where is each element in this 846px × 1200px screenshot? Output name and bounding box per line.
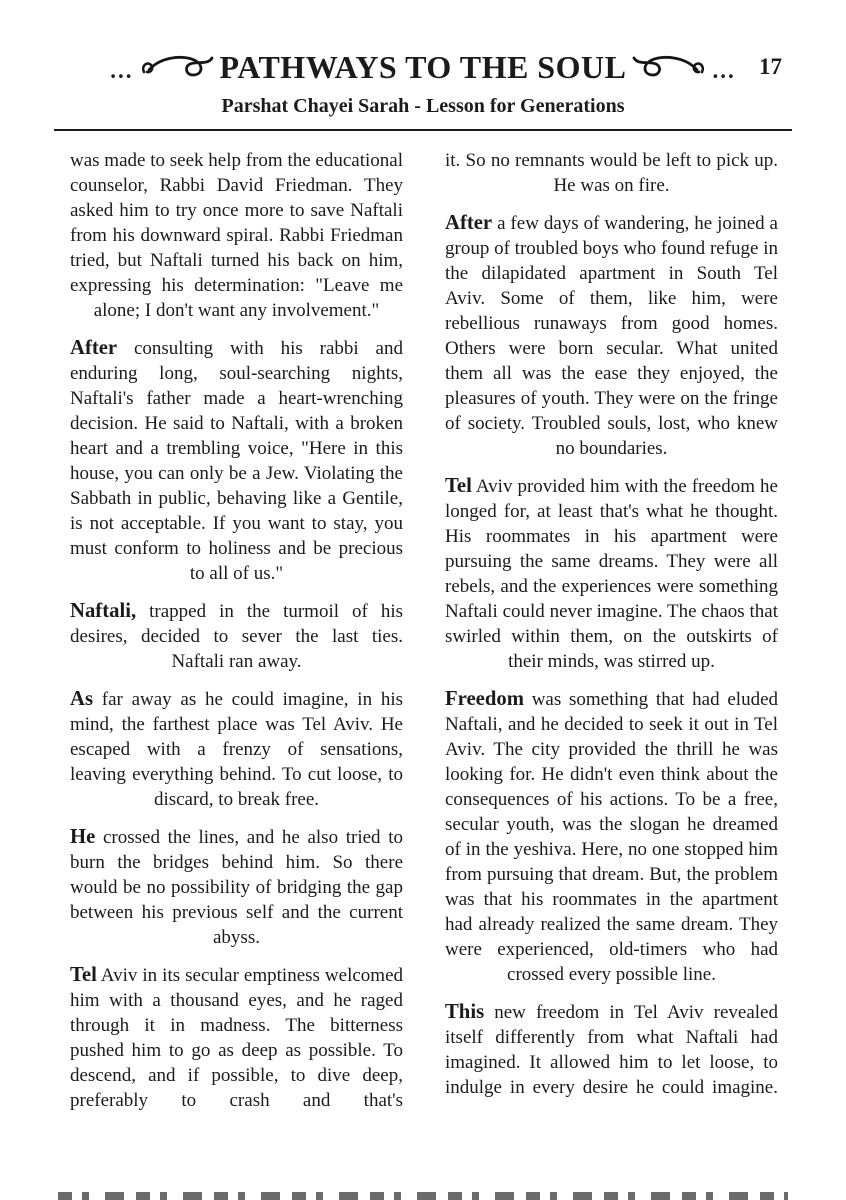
paragraph-lead-word: After bbox=[445, 212, 493, 234]
right-paragraph-4: Freedom was something that had eluded Naftali, and he decided to seek it out in Tel Aviv. The city provided the thrill he was looking for. He didn't even think about the consequences of his actions. To be a free, secular youth, was the slogan he dreamed of in the yeshiva. Here, no one stopped him from pursuing that dream. But, the problem was that his roommates in the apartment had already realized the same dream. They were experienced, old-timers who had crossed every possible line. bbox=[445, 688, 778, 985]
page-number: 17 bbox=[759, 54, 782, 79]
paragraph-lead-word: He bbox=[70, 826, 96, 848]
left-paragraph-1: was made to seek help from the educational counselor, Rabbi David Friedman. They asked him to try once more to save Naftali from his downward spiral. Rabbi Friedman tried, but Naftali turned his back on him, expressing his determination: "Leave me alone; I don't want any involvement." bbox=[70, 150, 403, 321]
right-paragraph-1: it. So no remnants would be left to pick up. He was on fire. bbox=[445, 150, 778, 196]
left-paragraph-4: As far away as he could imagine, in his mind, the farthest place was Tel Aviv. He escaped with a frenzy of sensations, leaving everything behind. To cut loose, to discard, to break free. bbox=[70, 688, 403, 810]
page-subtitle: Parshat Chayei Sarah - Lesson for Generations bbox=[221, 95, 625, 117]
page-header bbox=[0, 50, 846, 84]
right-column bbox=[445, 148, 778, 1126]
ornament-dots-right: ... bbox=[712, 58, 736, 83]
left-paragraph-2: After consulting with his rabbi and enduring long, soul-searching nights, Naftali's father made a heart-wrenching decision. He said to Naftali, with a broken heart and a trembling voice, "Here in this house, you can only be a Jew. Violating the Sabbath in public, behaving like a Gentile, is not acceptable. If you want to stay, you must conform to holiness and be precious to all of us." bbox=[70, 337, 403, 584]
left-column bbox=[70, 148, 403, 1126]
text-columns bbox=[70, 148, 778, 1126]
cut-off-text-strip bbox=[58, 1192, 788, 1200]
paragraph-lead-word: After bbox=[70, 337, 118, 359]
left-paragraph-5: He crossed the lines, and he also tried to burn the bridges behind him. So there would be no possibility of bridging the gap between his previous self and the current abyss. bbox=[70, 826, 403, 948]
flourish-ornament-right bbox=[632, 52, 706, 82]
paragraph-lead-word: Freedom bbox=[445, 688, 524, 710]
right-paragraph-2: After a few days of wandering, he joined a group of troubled boys who found refuge in the dilapidated apartment in South Tel Aviv. Some of them, like him, were rebellious runaways from good homes. Others were born secular. What united them all was the ease they enjoyed, the pleasures of youth. They were on the fringe of society. Troubled souls, lost, who knew no boundaries. bbox=[445, 212, 778, 459]
paragraph-lead-word: Naftali, bbox=[70, 600, 137, 622]
ornament-dots-left: ... bbox=[110, 58, 134, 83]
paragraph-lead-word: As bbox=[70, 688, 94, 710]
left-paragraph-3: Naftali, trapped in the turmoil of his desires, decided to sever the last ties. Naftali ran away. bbox=[70, 600, 403, 672]
left-paragraph-6: Tel Aviv in its secular emptiness welcomed him with a thousand eyes, and he raged through it in madness. The bitterness pushed him to go as deep as possible. To descend, and if possible, to dive deep, preferably to crash and that's bbox=[70, 964, 403, 1111]
paragraph-lead-word: Tel bbox=[445, 475, 472, 497]
paragraph-lead-word: This bbox=[445, 1001, 485, 1023]
right-paragraph-3: Tel Aviv provided him with the freedom he longed for, at least that's what he thought. His roommates in his apartment were pursuing the same dreams. They were all rebels, and the experiences were something Naftali could never imagine. The chaos that swirled within them, on the outskirts of their minds, was stirred up. bbox=[445, 475, 778, 672]
paragraph-lead-word: Tel bbox=[70, 964, 97, 986]
right-paragraph-5: This new freedom in Tel Aviv revealed itself differently from what Naftali had imagined. It allowed him to let loose, to indulge in every desire he could imagine. bbox=[445, 1001, 778, 1098]
page-title: PATHWAYS TO THE SOUL bbox=[219, 49, 627, 85]
header-divider bbox=[54, 129, 792, 131]
flourish-ornament-left bbox=[140, 52, 214, 82]
